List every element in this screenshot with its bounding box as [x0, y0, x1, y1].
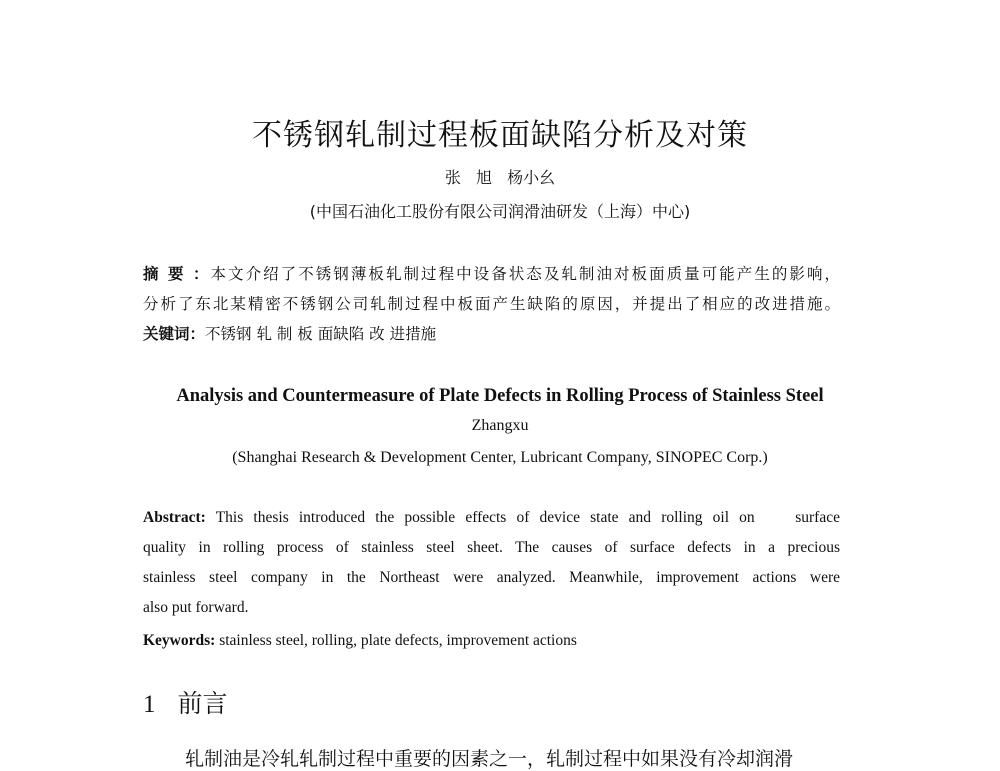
- body-paragraph-first-line: 轧制油是冷轧轧制过程中重要的因素之一，轧制过程中如果没有冷却润滑: [185, 748, 794, 770]
- keywords-label-cn: 关键词：: [143, 325, 206, 343]
- paper-title-en: Analysis and Countermeasure of Plate Defects in Rolling Process of Stainless Steel: [176, 386, 824, 406]
- keywords-label-en: Keywords:: [143, 632, 216, 649]
- keywords-cn: 关键词：不锈钢 轧 制 板 面缺陷 改 进措施: [143, 325, 437, 343]
- abstract-label-cn: 摘 要 ：: [143, 265, 211, 283]
- abstract-en-line-4: also put forward.: [143, 599, 249, 616]
- abstract-en-line-1: Abstract: This thesis introduced the possible effects of device state and rolling oil on surface: [143, 509, 840, 526]
- authors-cn: 张 旭 杨小幺: [444, 168, 556, 187]
- abstract-label-en: Abstract:: [143, 509, 206, 526]
- abstract-en-line-2: quality in rolling process of stainless steel sheet. The causes of surface defects in a precious: [143, 539, 840, 556]
- affiliation-cn: (中国石油化工股份有限公司润滑油研发（上海）中心): [309, 202, 691, 221]
- section-number: 1: [143, 691, 156, 718]
- keywords-en: Keywords: stainless steel, rolling, plate defects, improvement actions: [143, 632, 577, 649]
- section-heading: [143, 684, 228, 720]
- abstract-cn-line-1: 摘 要 ：本文介绍了不锈钢薄板轧制过程中设备状态及轧制油对板面质量可能产生的影响，: [143, 265, 840, 283]
- author-en: Zhangxu: [471, 417, 529, 434]
- affiliation-en: (Shanghai Research & Development Center, Lubricant Company, SINOPEC Corp.): [232, 449, 768, 466]
- abstract-cn-line-2: 分析了东北某精密不锈钢公司轧制过程中板面产生缺陷的原因，并提出了相应的改进措施。: [143, 295, 840, 313]
- paper-title-cn: 不锈钢轧制过程板面缺陷分析及对策: [252, 118, 748, 153]
- section-title: 前言: [177, 689, 228, 718]
- abstract-en-line-3: stainless steel company in the Northeast were analyzed. Meanwhile, improvement actions were: [143, 569, 840, 586]
